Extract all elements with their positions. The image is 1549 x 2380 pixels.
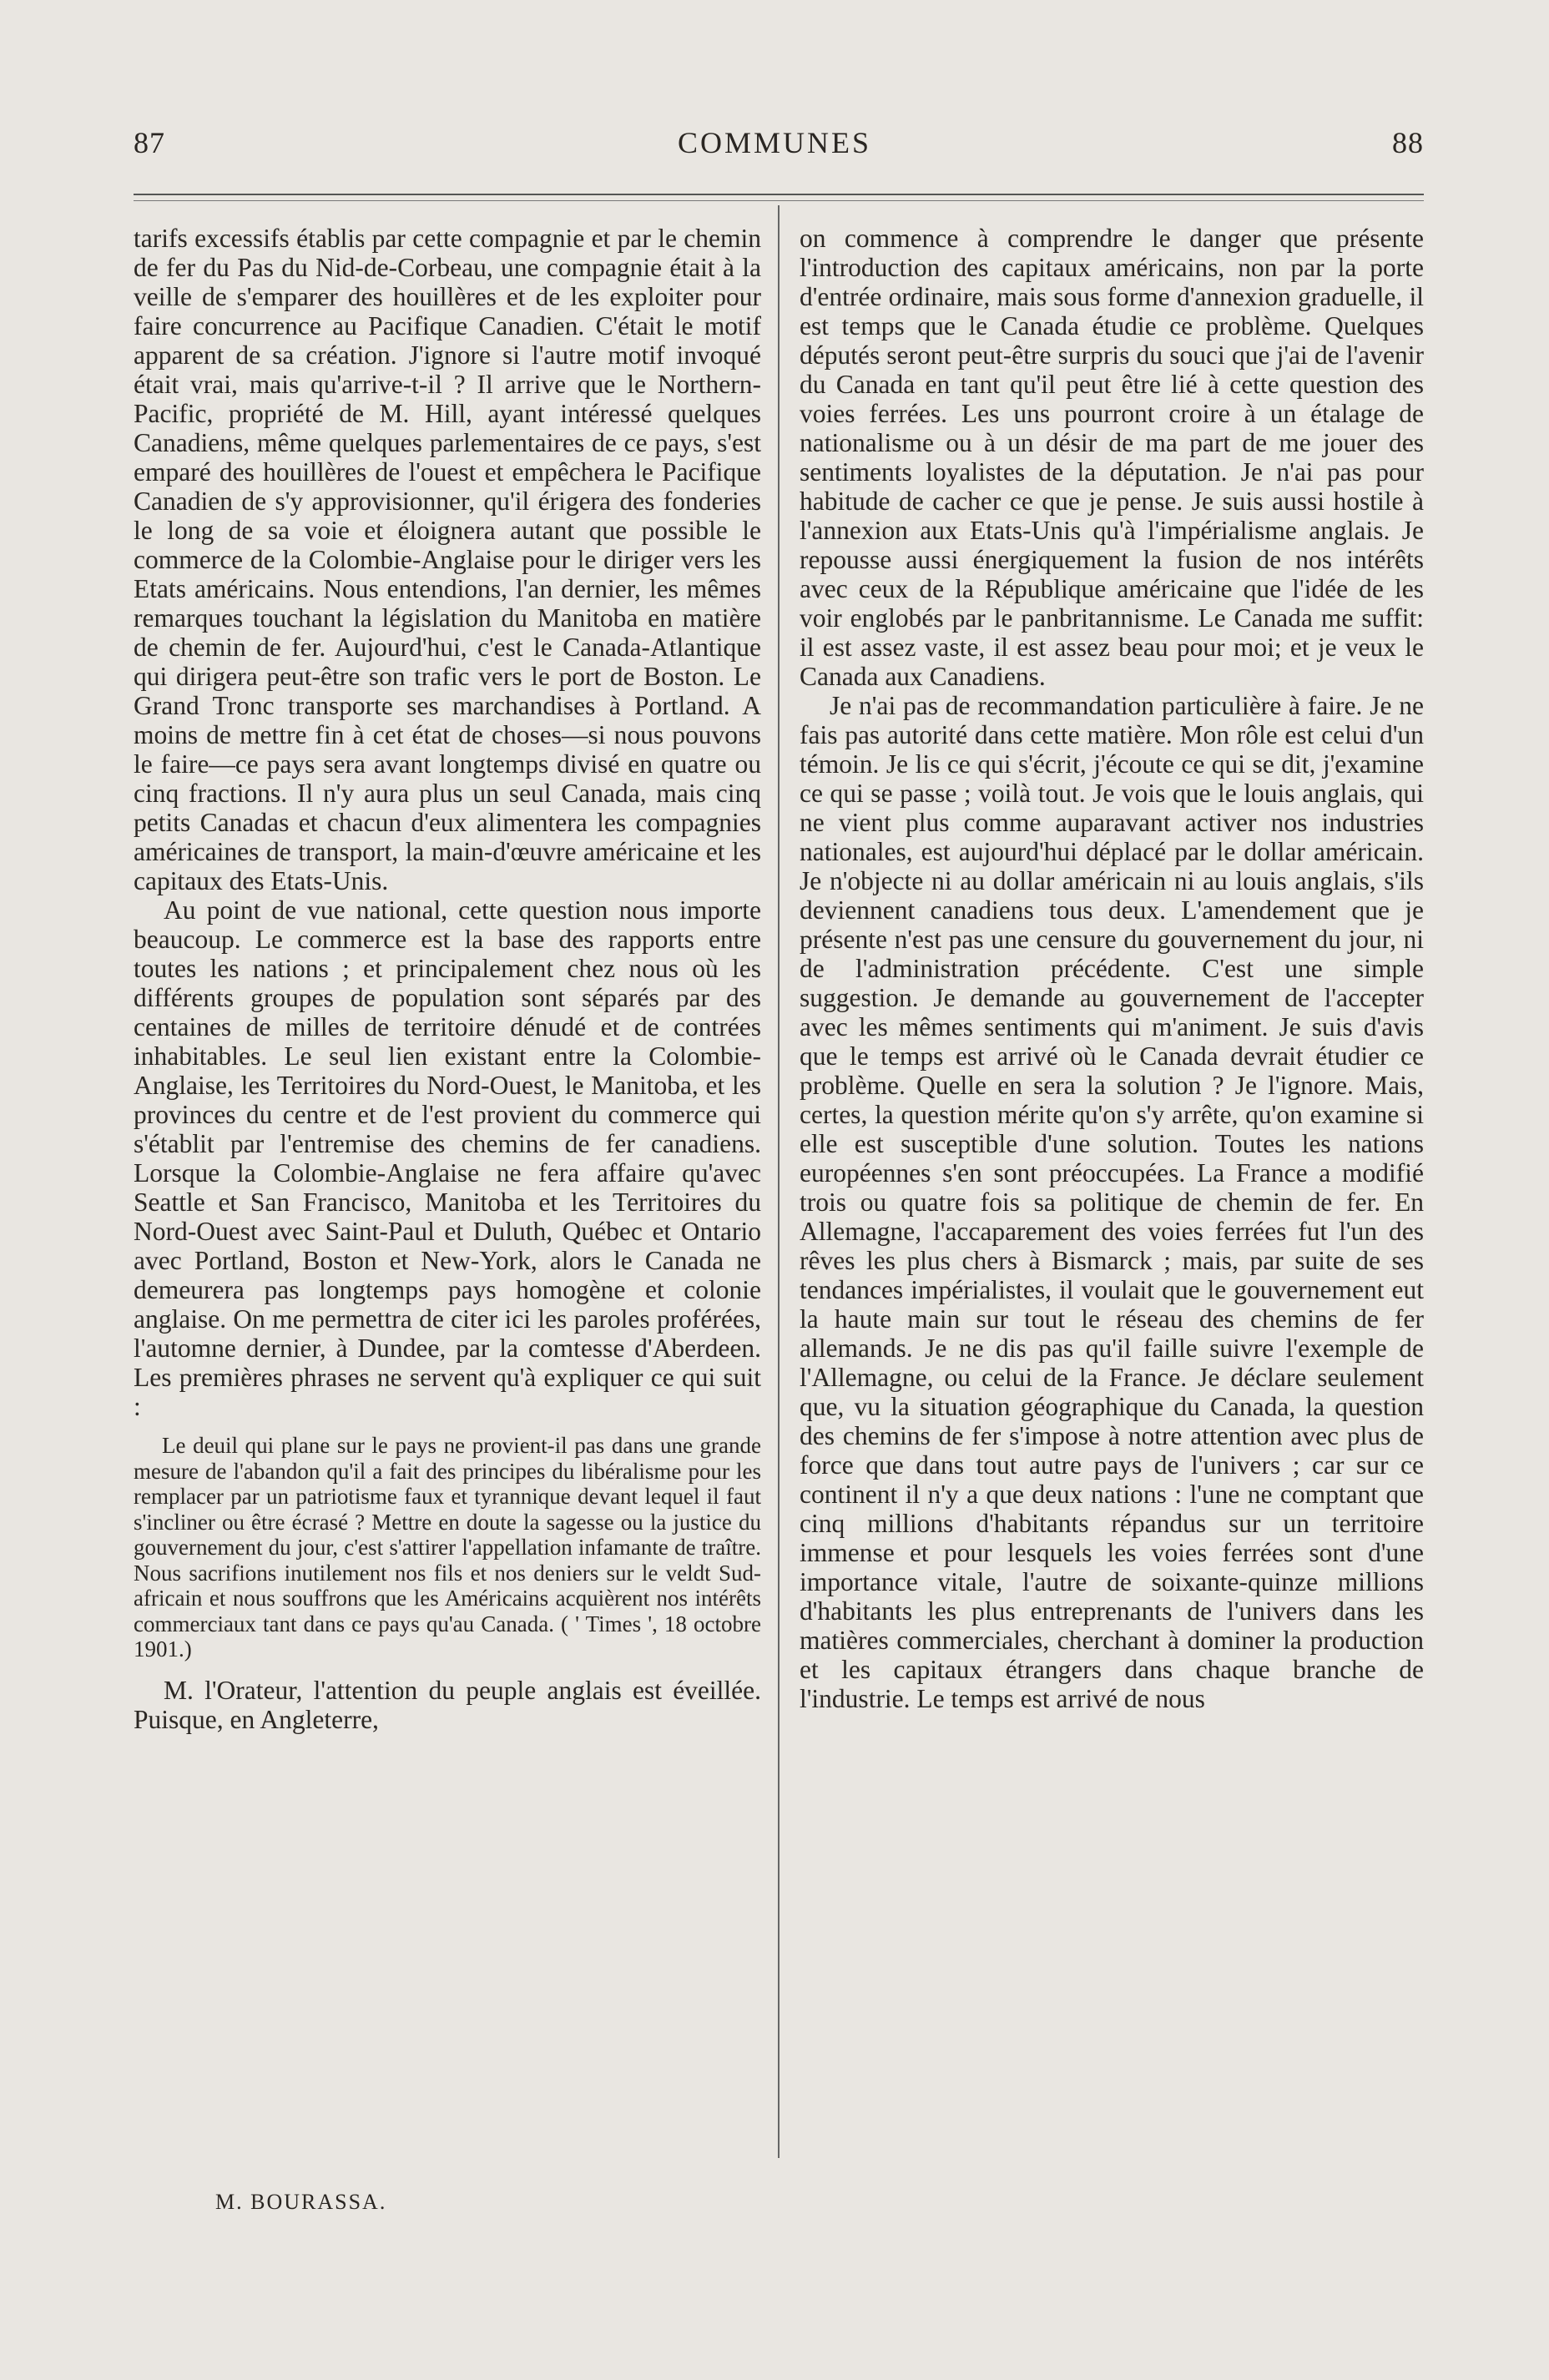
speaker-footer: M. BOURASSA.: [215, 2190, 387, 2214]
right-paragraph-2: Je n'ai pas de recommandation particulière à faire. Je ne fais pas autorité dans cette matière. Mon rôle est celui d'un témoin. Je lis ce qui s'écrit, j'écoute ce qui se dit, j'examine ce qui se passe ; voilà tout. Je vois que le louis anglais, qui ne vient plus comme auparavant activer nos industries nationales, est aujourd'hui déplacé par le dollar américain. Je n'objecte ni au dollar américain ni au louis anglais, s'ils deviennent canadiens tous deux. L'amendement que je présente n'est pas une censure du gouvernement du jour, ni de l'administration précédente. C'est une simple suggestion. Je demande au gouvernement de l'accepter avec les mêmes sentiments qui m'animent. Je suis d'avis que le temps est arrivé où le Canada devrait étudier ce problème. Quelle en sera la solution ? Je l'ignore. Mais, certes, la question mérite qu'on s'y arrête, qu'on examine si elle est susceptible d'une solution. Toutes les nations européennes s'en sont préoccupées. La France a modifié trois ou quatre fois sa politique de chemin de fer. En Allemagne, l'accaparement des voies ferrées fut l'un des rêves les plus chers à Bismarck ; mais, par suite de ses tendances impérialistes, il voulait que le gouvernement eut la haute main sur tout le réseau des chemins de fer allemands. Je ne dis pas qu'il faille suivre l'exemple de l'Allemagne, ou celui de la France. Je déclare seulement que, vu la situation géographique du Canada, la question des chemins de fer s'impose à notre attention avec plus de force que dans tout autre pays de l'univers ; car sur ce continent il n'y a que deux nations : l'une ne comptant que cinq millions d'habitants répandus sur un territoire immense et pour lesquels les voies ferrées sont d'une importance vitale, l'autre de soixante-quinze millions d'habitants les plus entreprenants de l'univers dans les matières commerciales, cherchant à dominer la production et les capitaux étrangers dans chaque branche de l'industrie. Le temps est arrivé de nous: [800, 691, 1424, 1713]
left-paragraph-2: Au point de vue national, cette question nous importe beaucoup. Le commerce est la base des rapports entre toutes les nations ; et principalement chez nous où les différents groupes de population sont séparés par des centaines de milles de territoire dénudé et de contrées inhabitables. Le seul lien existant entre la Colombie-Anglaise, les Territoires du Nord-Ouest, le Manitoba, et les provinces du centre et de l'est provient du commerce qui s'établit par l'entremise des chemins de fer canadiens. Lorsque la Colombie-Anglaise ne fera affaire qu'avec Seattle et San Francisco, Manitoba et les Territoires du Nord-Ouest avec Saint-Paul et Duluth, Québec et Ontario avec Portland, Boston et New-York, alors le Canada ne demeurera pas longtemps pays homogène et colonie anglaise. On me permettra de citer ici les paroles proférées, l'automne dernier, à Dundee, par la comtesse d'Aberdeen. Les premières phrases ne servent qu'à expliquer ce qui suit :: [134, 895, 761, 1421]
running-header-title: COMMUNES: [677, 126, 872, 159]
left-paragraph-1: tarifs excessifs établis par cette compagnie et par le chemin de fer du Pas du Nid-de-Corbeau, une compagnie était à la veille de s'emparer des houillères et de les exploiter pour faire concurrence au Pacifique Canadien. C'était le motif apparent de sa création. J'ignore si l'autre motif invoqué était vrai, mais qu'arrive-t-il ? Il arrive que le Northern-Pacific, propriété de M. Hill, ayant intéressé quelques Canadiens, même quelques parlementaires de ce pays, s'est emparé des houillères de l'ouest et empêchera le Pacifique Canadien de s'y approvisionner, qu'il érigera des fonderies le long de sa voie et éloignera autant que possible le commerce de la Colombie-Anglaise pour le diriger vers les Etats américains. Nous entendions, l'an dernier, les mêmes remarques touchant la législation du Manitoba en matière de chemin de fer. Aujourd'hui, c'est le Canada-Atlantique qui dirigera peut-être son trafic vers le port de Boston. Le Grand Tronc transporte ses marchandises à Portland. A moins de mettre fin à cet état de choses—si nous pouvons le faire—ce pays sera avant longtemps divisé en quatre ou cinq fractions. Il n'y aura plus un seul Canada, mais cinq petits Canadas et chacun d'eux alimentera les compagnies américaines de transport, la main-d'œuvre américaine et les capitaux des Etats-Unis.: [134, 224, 761, 895]
header-rule-thin: [134, 200, 1424, 201]
right-column: [800, 224, 1424, 1713]
block-quote: Le deuil qui plane sur le pays ne provient-il pas dans une grande mesure de l'abandon qu'il a fait des principes du libéralisme pour les remplacer par un patriotisme faux et tyrannique devant lequel il faut s'incliner ou être écrasé ? Mettre en doute la sagesse ou la justice du gouvernement du jour, c'est s'attirer l'appellation infamante de traître. Nous sacrifions inutilement nos fils et nos deniers sur le veldt Sud-africain et nous souffrons que les Américains acquièrent nos intérêts commerciaux tant dans ce pays qu'au Canada. ( ' Times ', 18 octobre 1901.): [134, 1433, 761, 1661]
right-paragraph-1: on commence à comprendre le danger que présente l'introduction des capitaux américains, non par la porte d'entrée ordinaire, mais sous forme d'annexion graduelle, il est temps que le Canada étudie ce problème. Quelques députés seront peut-être surpris du souci que j'ai de l'avenir du Canada en tant qu'il peut être lié à cette question des voies ferrées. Les uns pourront croire à un étalage de nationalisme ou à un désir de ma part de me jouer des sentiments loyalistes de la députation. Je n'ai pas pour habitude de cacher ce que je pense. Je suis aussi hostile à l'annexion aux Etats-Unis qu'à l'impérialisme anglais. Je repousse aussi énergiquement la fusion de nos intérêts avec ceux de la République américaine que l'idée de les voir englobés par le panbritannisme. Le Canada me suffit: il est assez vaste, il est assez beau pour moi; et je veux le Canada aux Canadiens.: [800, 224, 1424, 691]
left-column: [134, 224, 761, 1734]
column-divider: [778, 205, 780, 2158]
right-page-number: 88: [1392, 126, 1424, 159]
left-page-number: 87: [134, 126, 165, 159]
left-paragraph-3: M. l'Orateur, l'attention du peuple anglais est éveillée. Puisque, en Angleterre,: [134, 1675, 761, 1734]
header-rule: [134, 194, 1424, 195]
